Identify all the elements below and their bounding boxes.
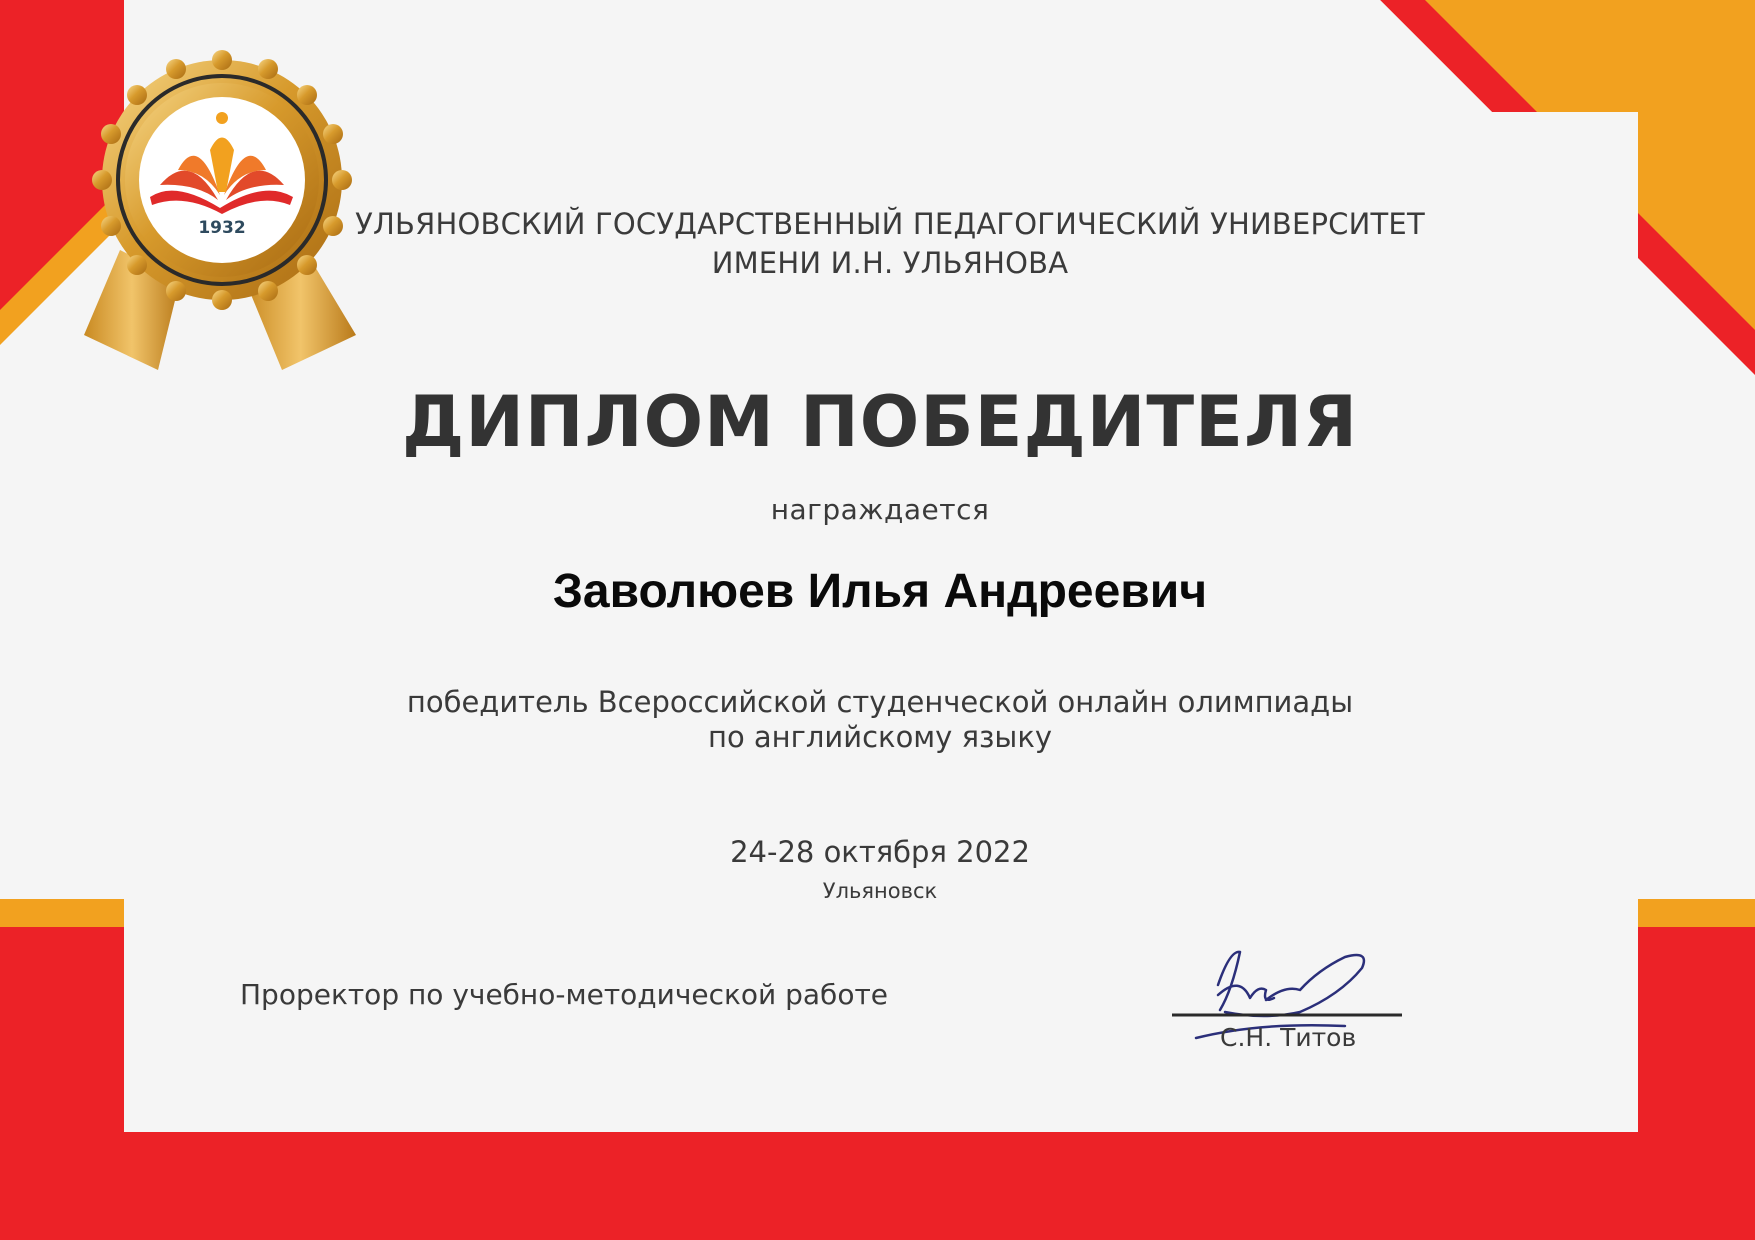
- signer-position: Проректор по учебно-методической работе: [240, 978, 888, 1011]
- achievement-line2: по английскому языку: [707, 720, 1053, 754]
- seal-year: 1932: [198, 218, 246, 238]
- event-city: Ульяновск: [822, 879, 938, 903]
- achievement-line1: победитель Всероссийской студенческой онлайн олимпиады: [406, 685, 1354, 719]
- signer-name: С.Н. Титов: [1220, 1023, 1357, 1052]
- diploma-title: ДИПЛОМ ПОБЕДИТЕЛЯ: [402, 381, 1358, 463]
- achievement-text: [330, 685, 1430, 755]
- recipient-name: Заволюев Илья Андреевич: [552, 565, 1208, 618]
- awarded-label: награждается: [770, 493, 990, 526]
- medal-seal: [92, 50, 352, 310]
- university-name: [340, 205, 1440, 283]
- event-dates: 24-28 октября 2022: [730, 835, 1030, 869]
- university-name-line2: ИМЕНИ И.Н. УЛЬЯНОВА: [711, 246, 1069, 280]
- university-name-line1: УЛЬЯНОВСКИЙ ГОСУДАРСТВЕННЫЙ ПЕДАГОГИЧЕСКИЙ УНИВЕРСИТЕТ: [355, 207, 1425, 241]
